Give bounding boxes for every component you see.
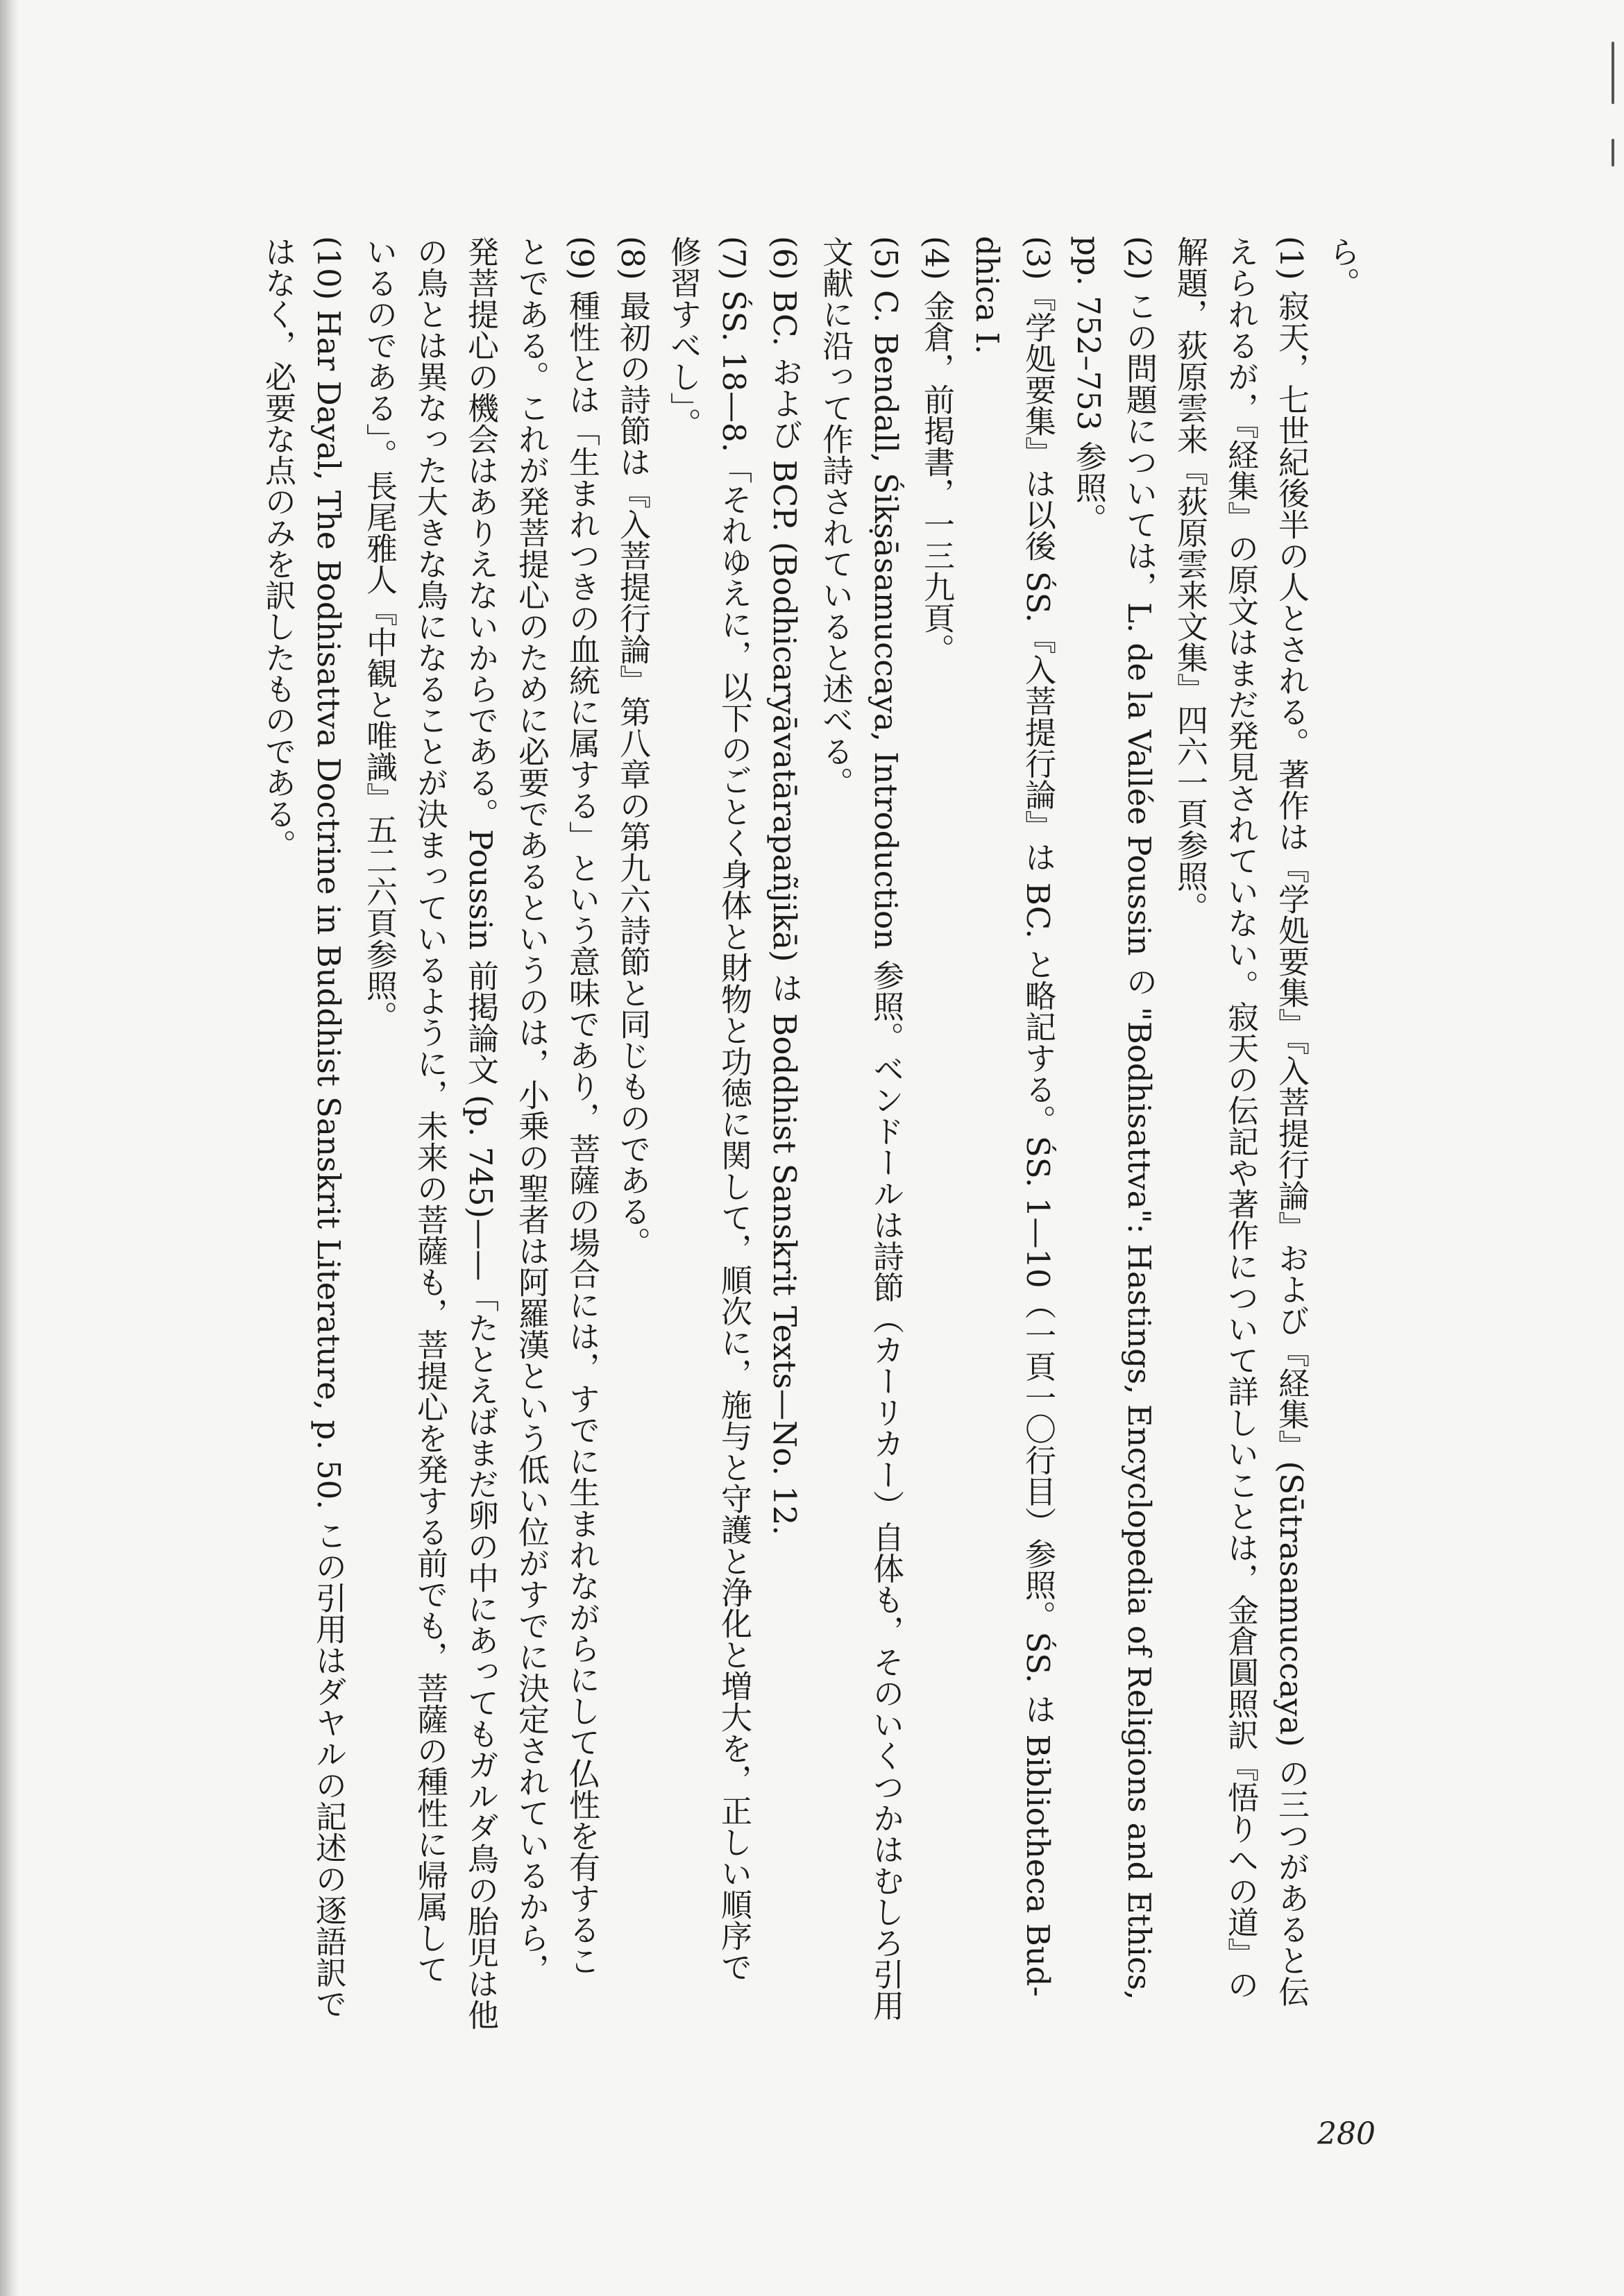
- text-line: (4) 金倉，前掲書，一三九頁。: [918, 236, 955, 665]
- text-line: えられるが，『経集』の原文はまだ発見されていない。寂天の伝記や著作について詳しいことは，金倉圓照訳『悟りへの道』の: [1222, 236, 1259, 2000]
- text-line: 解題，荻原雲来『荻原雲来文集』四六一頁参照。: [1172, 236, 1208, 923]
- text-line: (3)『学処要集』は以後 ŚS.『入菩提行論』は BC. と略記する。ŚS. 1—10（一頁一〇行目）参照。ŚS. は Bibliotheca Bud-: [1020, 236, 1056, 1997]
- text-line: (10) Har Dayal, The Bodhisattva Doctrine in Buddhist Sanskrit Literature, p. 50. この引用はダヤルの記述の逐語訳で: [310, 236, 347, 2019]
- text-line: dhica I.: [969, 236, 1006, 355]
- text-line: (9) 種性とは「生まれつきの血統に属する」という意味であり，菩薩の場合には，すでに生まれながらにして仏性を有するこ: [564, 236, 600, 1977]
- page-number: 280: [1317, 2116, 1376, 2152]
- text-line: はなく，必要な点のみを訳したものである。: [260, 236, 296, 860]
- text-line: の鳥とは異なった大きな鳥になることが決まっているように，未来の菩薩も，菩提心を発する前でも，菩薩の種性に帰属して: [412, 236, 448, 1984]
- scan-edge-mark: [1612, 42, 1614, 104]
- text-line: ら。: [1323, 236, 1360, 298]
- text-line: (7) ŚS. 18—8.「それゆえに，以下のごとく身体と財物と功徳に関して，順次に，施与と守護と浄化と増大を，正しい順序で: [716, 236, 752, 1982]
- text-line: とである。これが発菩提心のために必要であるというのは，小乗の聖者は阿羅漢という低い位がすでに決定されているから，: [513, 236, 550, 1984]
- scan-edge-mark: [1612, 139, 1614, 167]
- text-line: pp. 752–753 参照。: [1070, 236, 1107, 534]
- text-line: (5) C. Bendall, Śikṣāsamuccaya, Introduction 参照。ベンドールは詩節（カーリカー）自体も，そのいくつかはむしろ引用: [868, 236, 904, 2021]
- text-line: (8) 最初の詩節は『入菩提行論』第八章の第九六詩節と同じものである。: [614, 236, 651, 1259]
- text-line: (1) 寂天，七世紀後半の人とされる。著作は『学処要集』『入菩提行論』および『経集』(Sūtrasamuccaya) の三つがあると伝: [1273, 236, 1310, 2007]
- text-line: (6) BC. および BCP. (Bodhicaryāvatārapañjikā) は Boddhist Sanskrit Texts—No. 12.: [766, 236, 803, 1536]
- text-line: いるのである」。長尾雅人『中観と唯識』五二六頁参照。: [361, 236, 398, 1032]
- vertical-text-body: [62, 236, 1367, 2068]
- text-line: 発菩提心の機会はありえないからである。Poussin 前掲論文 (p. 745)——「たとえばまだ卵の中にあってもガルダ鳥の胎児は他: [462, 236, 499, 2031]
- text-line: (2) この問題については，L. de la Vallée Poussin の "Bodhisattva": Hastings, Encyclopedia of Religions and Ethics,: [1121, 236, 1158, 2000]
- text-line: 文献に沿って作詩されていると述べる。: [817, 236, 854, 798]
- text-line: 修習すべし」。: [665, 236, 702, 439]
